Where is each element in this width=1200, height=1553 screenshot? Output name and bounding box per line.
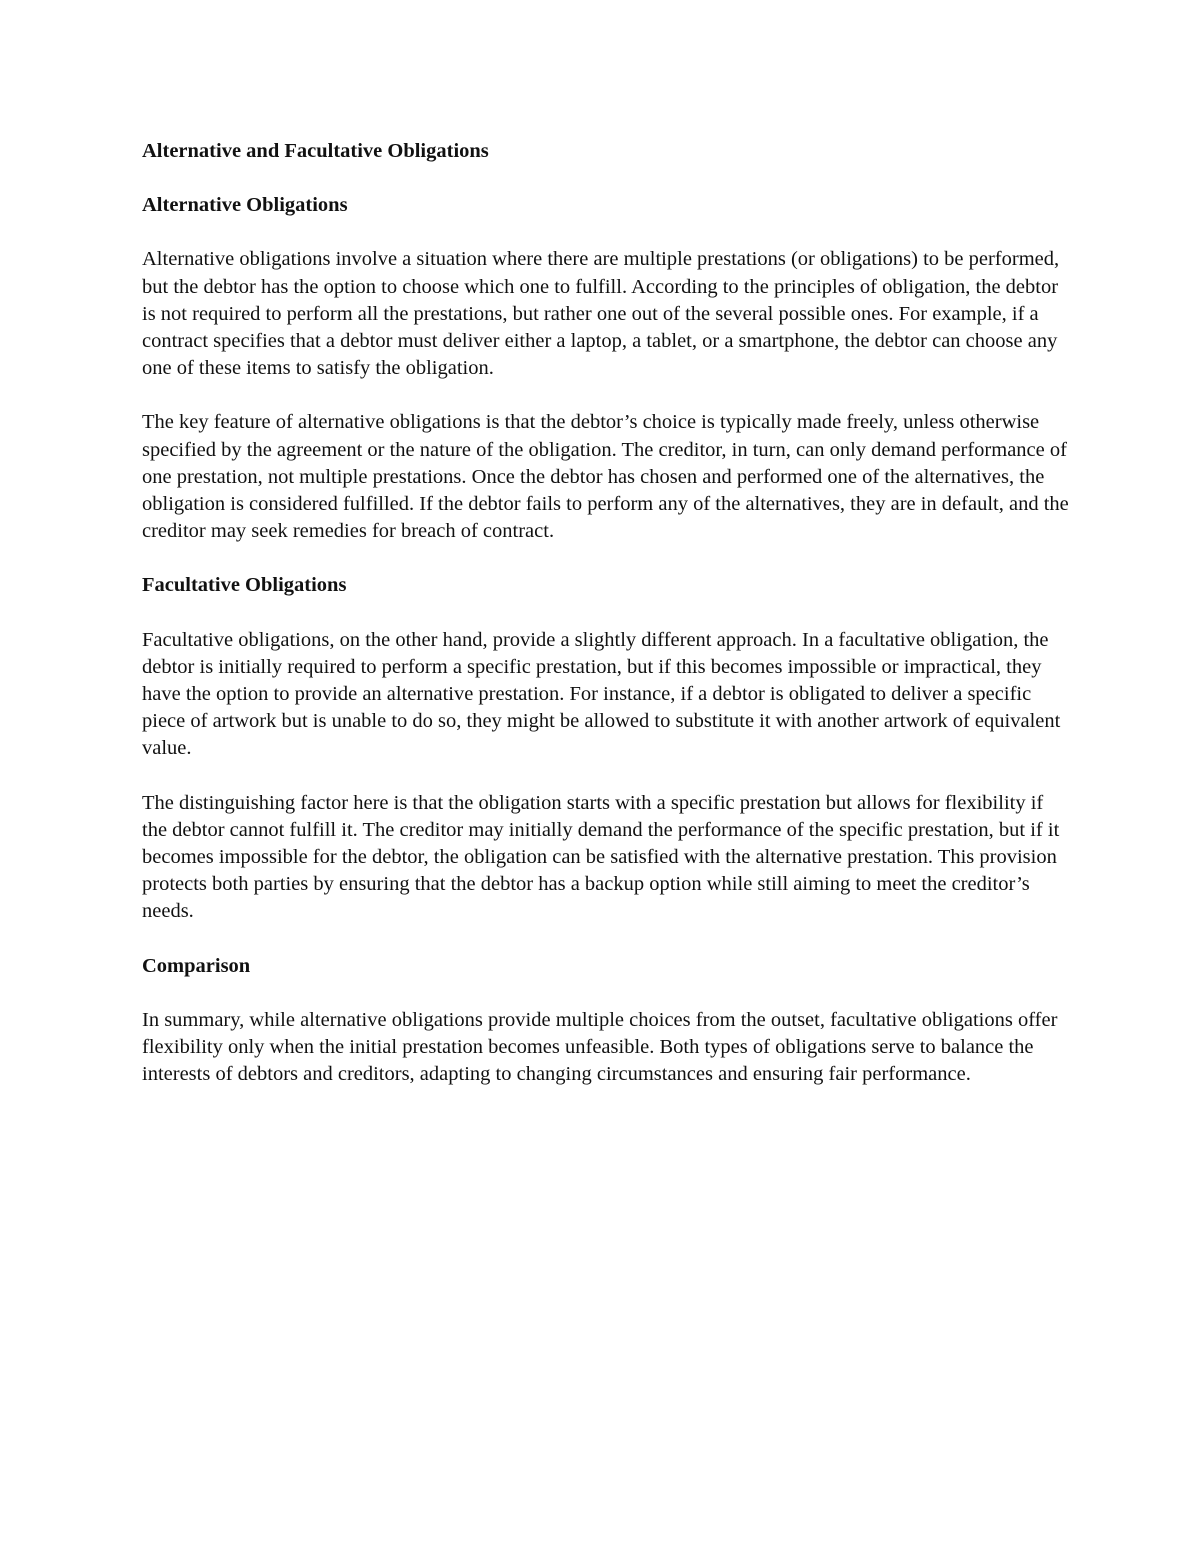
document-page — [142, 138, 1072, 1115]
document-title: Alternative and Facultative Obligations — [142, 140, 489, 162]
paragraph-facultative-distinguishing: The distinguishing factor here is that the obligation starts with a specific prestation but allows for flexibility if the debtor cannot fulfill it. The creditor may initially demand the performance of the specific prestation, but if it becomes impossible for the debtor, the obligation can be satisfied with the alternative prestation. This provision protects both parties by ensuring that the debtor has a backup option while still aiming to meet the creditor’s needs. — [142, 791, 1060, 923]
paragraph-alternative-definition: Alternative obligations involve a situation where there are multiple prestations (or obligations) to be performed, but the debtor has the option to choose which one to fulfill. According to the principles of obligation, the debtor is not required to perform all the prestations, but rather one out of the several possible ones. For example, if a contract specifies that a debtor must deliver either a laptop, a tablet, or a smartphone, the debtor can choose any one of these items to satisfy the obligation. — [142, 248, 1060, 380]
paragraph-facultative-definition: Facultative obligations, on the other hand, provide a slightly different approach. In a facultative obligation, the debtor is initially required to perform a specific prestation, but if this becomes impossible or impractical, they have the option to provide an alternative prestation. For instance, if a debtor is obligated to deliver a specific piece of artwork but is unable to do so, they might be allowed to substitute it with another artwork of equivalent value. — [142, 628, 1061, 760]
paragraph-comparison-summary: In summary, while alternative obligations provide multiple choices from the outset, facultative obligations offer flexibility only when the initial prestation becomes unfeasible. Both types of obligations serve to balance the interests of debtors and creditors, adapting to changing circumstances and ensuring fair performance. — [142, 1008, 1058, 1086]
section-heading-facultative: Facultative Obligations — [142, 574, 347, 597]
section-heading-comparison: Comparison — [142, 954, 251, 977]
paragraph-alternative-key-feature: The key feature of alternative obligations is that the debtor’s choice is typically made freely, unless otherwise specified by the agreement or the nature of the obligation. The creditor, in turn, can only demand performance of one prestation, not multiple prestations. Once the debtor has chosen and performed one of the alternatives, the obligation is considered fulfilled. If the debtor fails to perform any of the alternatives, they are in default, and the creditor may seek remedies for breach of contract. — [142, 411, 1069, 543]
section-heading-alternative: Alternative Obligations — [142, 194, 348, 217]
